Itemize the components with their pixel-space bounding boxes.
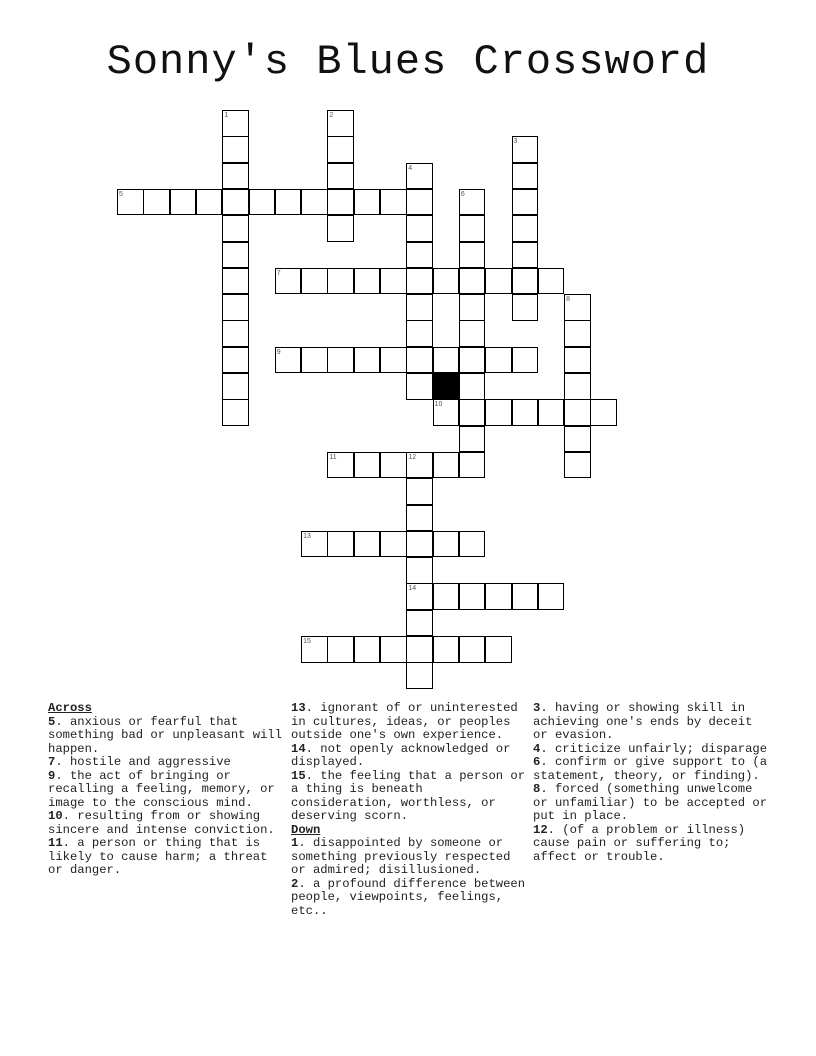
grid-cell[interactable]: [354, 452, 381, 479]
grid-cell[interactable]: [222, 110, 249, 137]
grid-cell[interactable]: [222, 215, 249, 242]
grid-cell[interactable]: [485, 636, 512, 663]
grid-cell[interactable]: [406, 189, 433, 216]
clue-column-1: [48, 702, 284, 878]
grid-cell[interactable]: [564, 426, 591, 453]
grid-cell[interactable]: [301, 189, 328, 216]
grid-cell[interactable]: [485, 399, 512, 426]
clue-column-3: [533, 702, 769, 864]
grid-cell[interactable]: [459, 399, 486, 426]
clue-number-6: 6: [460, 190, 465, 198]
grid-cell[interactable]: [170, 189, 197, 216]
grid-cell[interactable]: [512, 215, 539, 242]
clue-down-6: 6. confirm or give support to (a statement, theory, or finding).: [533, 755, 768, 783]
grid-cell[interactable]: [564, 320, 591, 347]
grid-cell[interactable]: [433, 636, 460, 663]
grid-cell[interactable]: [406, 583, 433, 610]
grid-cell[interactable]: [354, 347, 381, 374]
grid-cell[interactable]: [564, 452, 591, 479]
grid-cell[interactable]: [327, 636, 354, 663]
grid-cell[interactable]: [459, 242, 486, 269]
clue-across-10: 10. resulting from or showing sincere and intense conviction.: [48, 809, 275, 837]
grid-cell[interactable]: [433, 583, 460, 610]
grid-cell[interactable]: [459, 215, 486, 242]
grid-cell[interactable]: [249, 189, 276, 216]
grid-cell[interactable]: [538, 268, 565, 295]
grid-cell[interactable]: [406, 268, 433, 295]
grid-cell[interactable]: [538, 399, 565, 426]
clue-down-1: 1. disappointed by someone or something previously respected or admired; disillusioned.: [291, 836, 511, 877]
grid-cell[interactable]: [512, 347, 539, 374]
grid-cell[interactable]: [354, 189, 381, 216]
grid-cell[interactable]: [117, 189, 144, 216]
grid-cell[interactable]: [459, 531, 486, 558]
grid-cell[interactable]: [380, 268, 407, 295]
grid-cell[interactable]: [327, 163, 354, 190]
grid-cell[interactable]: [406, 531, 433, 558]
clue-number-2: 2: [329, 112, 334, 119]
clue-number-11: 11: [329, 453, 337, 461]
grid-cell[interactable]: [327, 452, 354, 479]
clue-across-13: 13. ignorant of or uninterested in cultures, ideas, or peoples outside one's own experience.: [291, 701, 518, 742]
grid-cell[interactable]: [512, 583, 539, 610]
grid-cell[interactable]: [433, 268, 460, 295]
grid-cell[interactable]: [222, 268, 249, 295]
grid-cell[interactable]: [354, 531, 381, 558]
grid-cell[interactable]: [196, 189, 223, 216]
grid-cell[interactable]: [459, 373, 486, 400]
grid-cell[interactable]: [275, 189, 302, 216]
grid-cell[interactable]: [380, 636, 407, 663]
grid-cell[interactable]: [459, 347, 486, 374]
across-heading: Across: [48, 701, 92, 715]
grid-cell[interactable]: [538, 583, 565, 610]
grid-cell[interactable]: [459, 189, 486, 216]
grid-cell[interactable]: [222, 320, 249, 347]
grid-cell[interactable]: [327, 110, 354, 137]
grid-cell[interactable]: [301, 636, 328, 663]
grid-cell[interactable]: [222, 189, 249, 216]
grid-cell[interactable]: [512, 294, 539, 321]
puzzle-title: Sonny's Blues Crossword: [106, 38, 710, 86]
grid-cell[interactable]: [222, 347, 249, 374]
grid-cell[interactable]: [433, 399, 460, 426]
grid-cell[interactable]: [512, 189, 539, 216]
clue-number-3: 3: [513, 138, 518, 146]
grid-cell[interactable]: [380, 189, 407, 216]
grid-cell[interactable]: [406, 636, 433, 663]
grid-cell[interactable]: [327, 215, 354, 242]
clue-down-3: 3. having or showing skill in achieving one's ends by deceit or evasion.: [533, 701, 753, 742]
grid-cell[interactable]: [406, 294, 433, 321]
grid-cell[interactable]: [406, 373, 433, 400]
grid-cell[interactable]: [433, 531, 460, 558]
grid-cell[interactable]: [301, 531, 328, 558]
grid-cell[interactable]: [485, 347, 512, 374]
grid-cell[interactable]: [512, 399, 539, 426]
grid-cell[interactable]: [433, 452, 460, 479]
clue-down-12: 12. (of a problem or illness) cause pain or suffering to; affect or trouble.: [533, 822, 746, 864]
grid-cell[interactable]: [406, 163, 433, 190]
grid-cell[interactable]: [459, 452, 486, 479]
grid-cell[interactable]: [222, 242, 249, 269]
clue-number-12: 12: [408, 453, 417, 461]
grid-cell[interactable]: [406, 320, 433, 347]
grid-cell[interactable]: [564, 347, 591, 374]
clue-across-14: 14. not openly acknowledged or displayed.: [291, 741, 511, 769]
grid-cell[interactable]: [275, 347, 302, 374]
grid-cell[interactable]: [459, 583, 486, 610]
grid-cell[interactable]: [512, 136, 539, 163]
clue-across-15: 15. the feeling that a person or a thing is beneath consideration, worthless, or deserving scorn.: [291, 768, 526, 823]
grid-cell[interactable]: [512, 163, 539, 190]
clue-column-2: [291, 702, 527, 918]
grid-cell[interactable]: [564, 399, 591, 426]
grid-cell[interactable]: [406, 505, 433, 532]
clue-down-2: 2. a profound difference between people, viewpoints, feelings, etc..: [291, 876, 526, 918]
clue-number-15: 15: [303, 638, 311, 645]
down-heading: Down: [291, 822, 321, 837]
grid-cell[interactable]: [459, 636, 486, 663]
grid-cell[interactable]: [327, 268, 354, 295]
grid-cell[interactable]: [564, 373, 591, 400]
grid-cell[interactable]: [406, 215, 433, 242]
grid-cell[interactable]: [485, 268, 512, 295]
clue-number-10: 10: [434, 401, 443, 409]
grid-cell[interactable]: [380, 452, 407, 479]
grid-cell[interactable]: [327, 189, 354, 216]
grid-cell[interactable]: [406, 610, 433, 637]
grid-cell[interactable]: [485, 583, 512, 610]
grid-cell[interactable]: [222, 373, 249, 400]
grid-cell[interactable]: [406, 478, 433, 505]
grid-cell[interactable]: [301, 347, 328, 374]
grid-cell[interactable]: [459, 320, 486, 347]
grid-cell[interactable]: [406, 452, 433, 479]
clue-number-8: 8: [566, 296, 570, 304]
clue-number-4: 4: [408, 164, 413, 172]
grid-cell[interactable]: [354, 268, 381, 295]
grid-cell[interactable]: [222, 294, 249, 321]
grid-cell[interactable]: [590, 399, 617, 426]
clue-down-4: 4. criticize unfairly; disparage: [533, 741, 768, 756]
clue-number-1: 1: [224, 112, 229, 119]
clue-number-5: 5: [119, 190, 123, 198]
grid-cell[interactable]: [327, 136, 354, 163]
grid-cell[interactable]: [512, 268, 539, 295]
clue-number-9: 9: [276, 348, 281, 356]
clue-number-13: 13: [303, 532, 311, 540]
grid-cell[interactable]: [222, 399, 249, 426]
grid-cell[interactable]: [406, 557, 433, 584]
grid-cell[interactable]: [327, 531, 354, 558]
grid-cell[interactable]: [275, 268, 302, 295]
grid-cell[interactable]: [459, 294, 486, 321]
grid-cell[interactable]: [406, 347, 433, 374]
clue-number-14: 14: [408, 585, 417, 593]
grid-cell[interactable]: [459, 268, 486, 295]
clue-number-7: 7: [276, 269, 281, 277]
clue-across-5: 5. anxious or fearful that something bad or unpleasant will happen.: [48, 714, 283, 756]
clue-across-11: 11. a person or thing that is likely to cause harm; a threat or danger.: [48, 836, 268, 877]
grid-cell[interactable]: [222, 163, 249, 190]
grid-cell[interactable]: [301, 268, 328, 295]
clue-down-8: 8. forced (something unwelcome or unfamiliar) to be accepted or put in place.: [533, 782, 768, 823]
grid-cell[interactable]: [354, 636, 381, 663]
grid-cell[interactable]: [459, 426, 486, 453]
black-square: [433, 373, 460, 400]
grid-cell[interactable]: [143, 189, 170, 216]
grid-cell[interactable]: [433, 347, 460, 374]
grid-cell[interactable]: [512, 242, 539, 269]
clue-across-9: 9. the act of bringing or recalling a feeling, memory, or image to the conscious mind.: [48, 768, 275, 810]
grid-cell[interactable]: [380, 347, 407, 374]
clue-across-7: 7. hostile and aggressive: [48, 755, 231, 769]
grid-cell[interactable]: [406, 242, 433, 269]
grid-cell[interactable]: [564, 294, 591, 321]
grid-cell[interactable]: [380, 531, 407, 558]
grid-cell[interactable]: [327, 347, 354, 374]
grid-cell[interactable]: [406, 662, 433, 689]
grid-cell[interactable]: [222, 136, 249, 163]
